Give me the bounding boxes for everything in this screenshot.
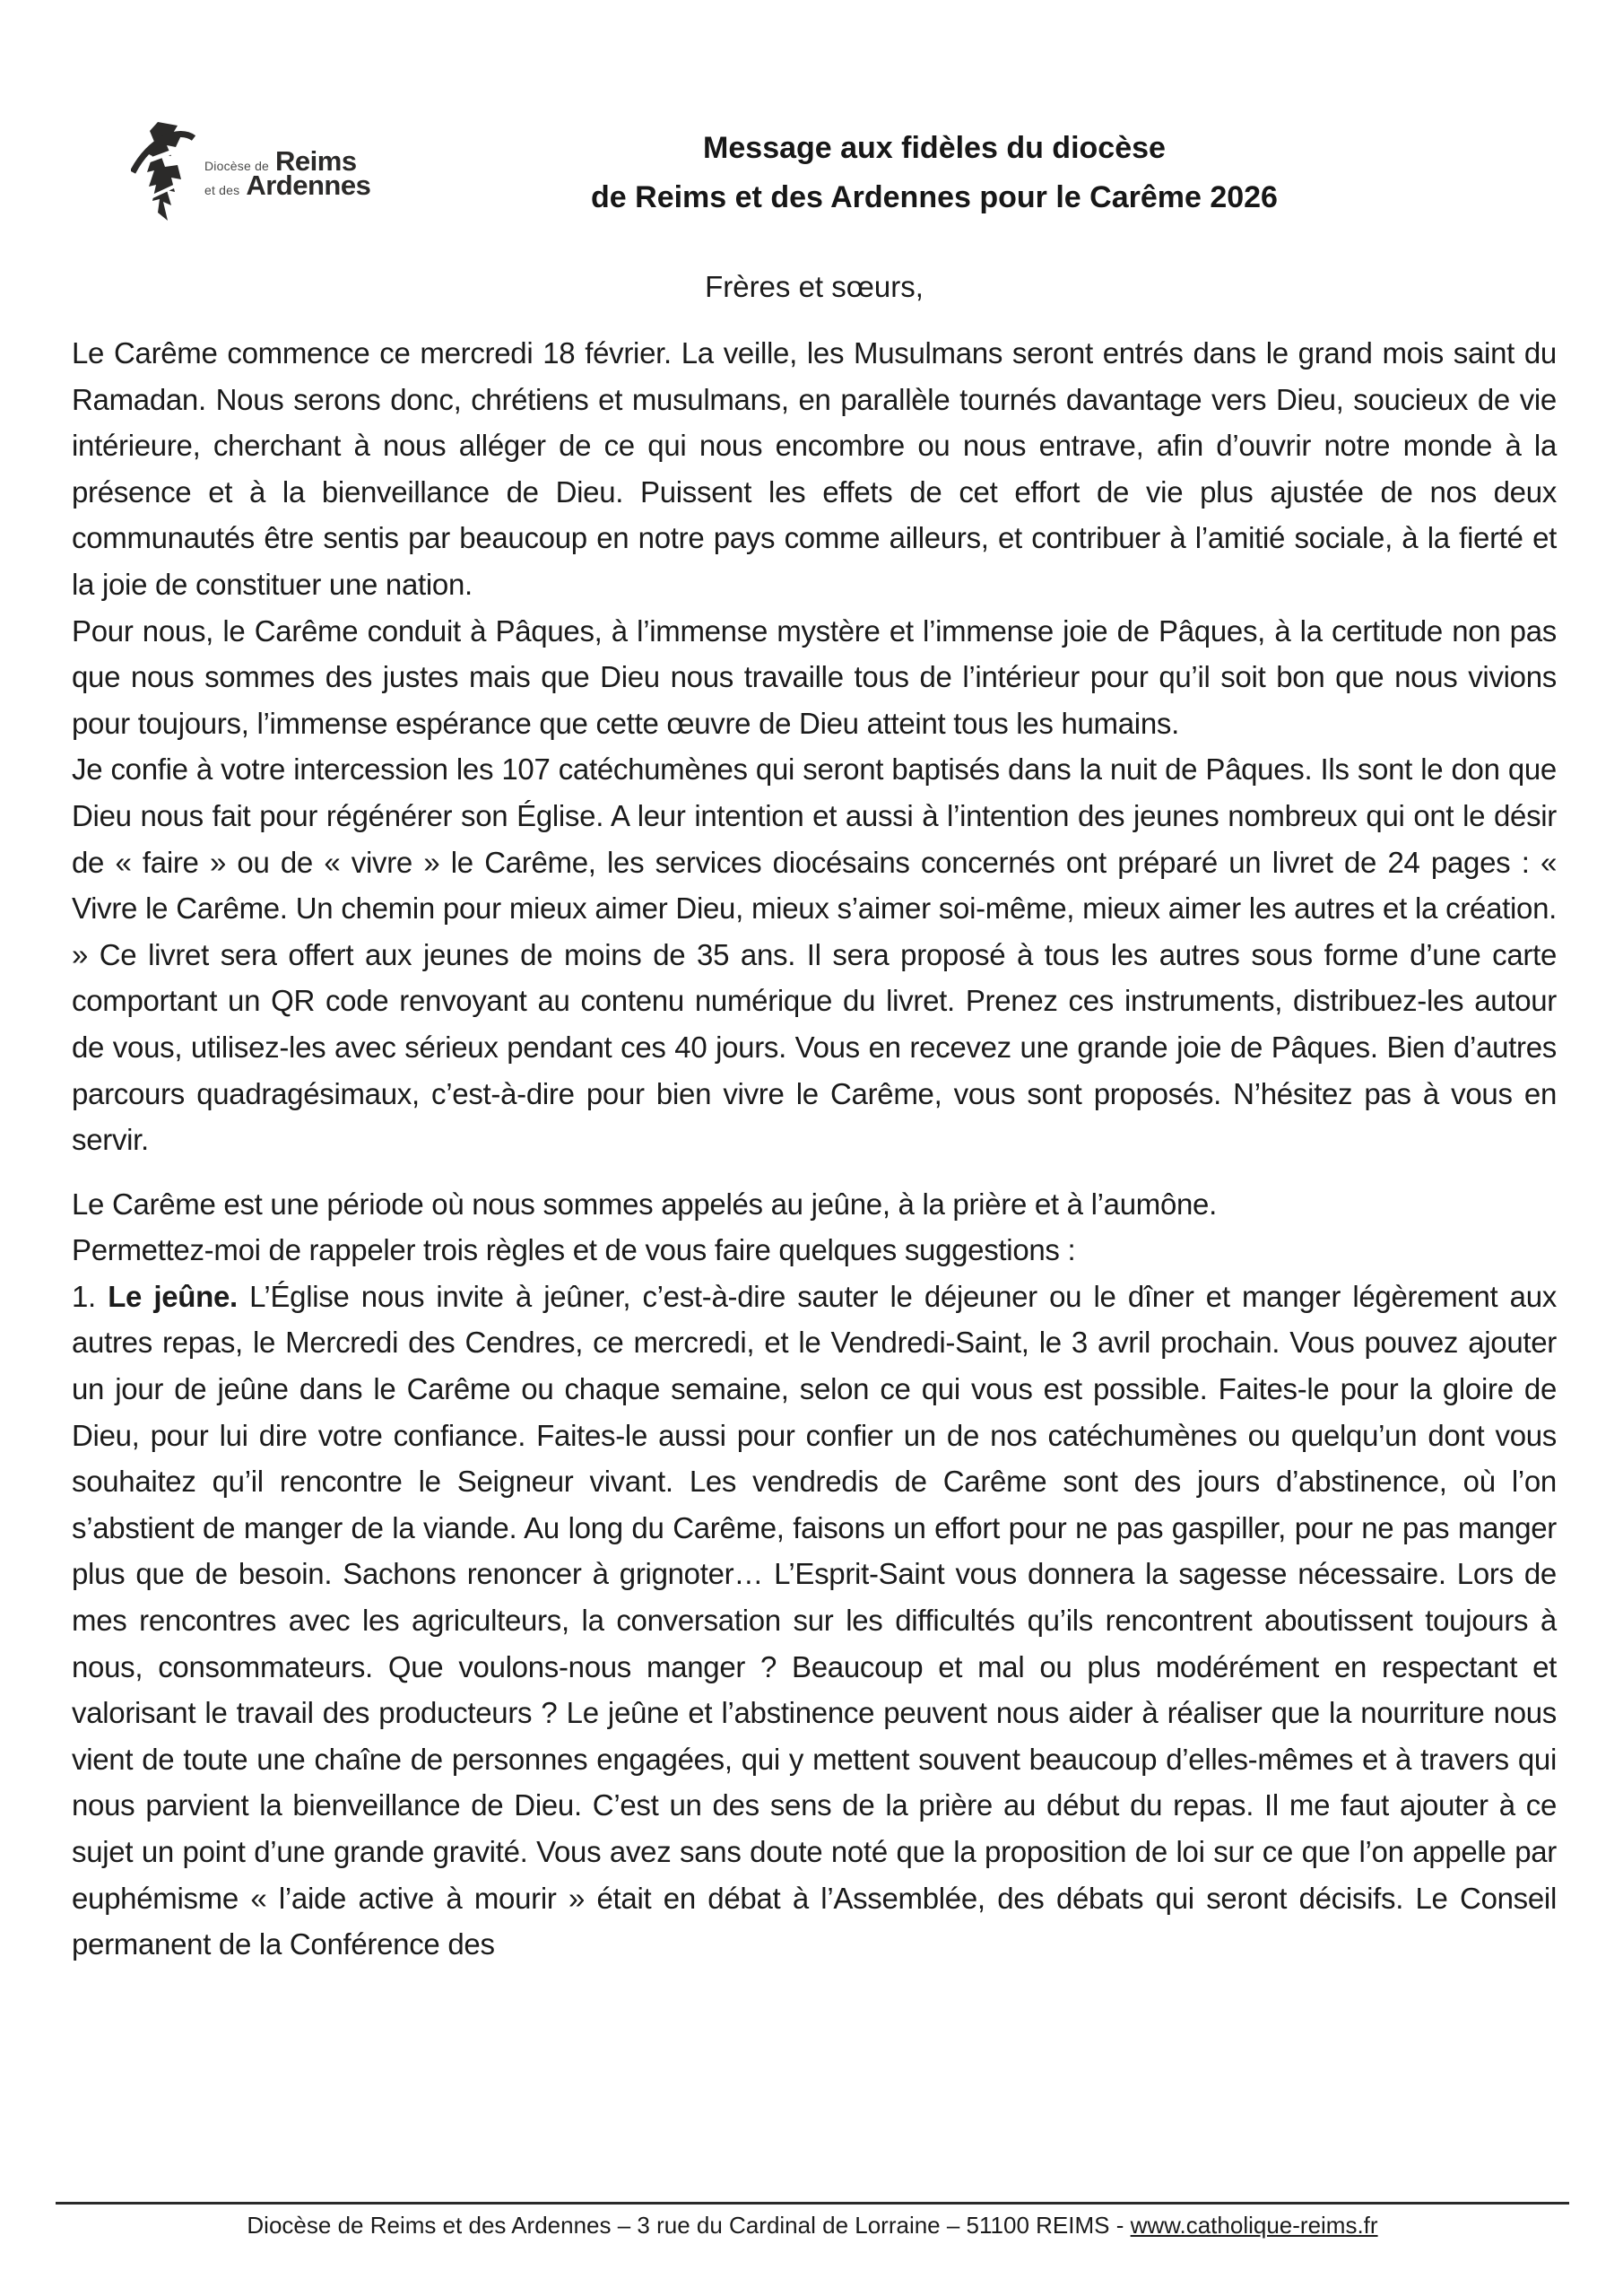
rule-number: 1. (72, 1279, 108, 1313)
paragraph-rule-fasting (72, 1274, 1557, 1968)
logo-row-bottom (204, 171, 370, 199)
paragraph-catechumens-booklet: Je confie à votre intercession les 107 catéchumènes qui seront baptisés dans la nuit de Pâques. Ils sont le don que Dieu nous fait pour régénérer son Église. A leur intention et aussi à l’intention des jeunes nombreux qui ont le désir de « faire » ou de « vivre » le Carême, les services diocésains concernés ont préparé un livret de 24 pages : « Vivre le Carême. Un chemin pour mieux aimer Dieu, mieux s’aimer soi-même, mieux aimer les autres et la création. » Ce livret sera offert aux jeunes de moins de 35 ans. Il sera proposé à tous les autres sous forme d’une carte comportant un QR code renvoyant au contenu numérique du livret. Prenez ces instruments, distribuez-les autour de vous, utilisez-les avec sérieux pendant ces 40 jours. Vous en recevez une grande joie de Pâques. Bien d’autres parcours quadragésimaux, c’est-à-dire pour bien vivre le Carême, vous sont proposés. N’hésitez pas à vous en servir. (72, 752, 1557, 1157)
diocese-logo-wordmark (204, 147, 370, 199)
page-title-line1: Message aux fidèles du diocèse (703, 131, 1166, 165)
diocese-logo (131, 120, 370, 226)
salutation: Frères et sœurs, (705, 270, 924, 303)
logo-big-bottom: Ardennes (246, 170, 371, 201)
paragraph-easter: Pour nous, le Carême conduit à Pâques, à l’immense mystère et l’immense joie de Pâques, à la certitude non pas que nous sommes des justes mais que Dieu nous travaille tous de l’intérieur pour qu’il soit bon que nous vivions pour toujours, l’immense espérance que cette œuvre de Dieu atteint tous les humains. (72, 613, 1557, 740)
footer-website-link[interactable]: www.catholique-reims.fr (1130, 2212, 1378, 2239)
rule-title: Le jeûne. (108, 1279, 238, 1313)
logo-small-bottom: et des (204, 183, 240, 197)
document-content (72, 0, 1557, 1968)
rule-body: L’Église nous invite à jeûner, c’est-à-dire sauter le déjeuner ou le dîner et manger légèrement aux autres repas, le Mercredi des Cendres, ce mercredi, et le Vendredi-Saint, le 3 avril prochain. Vous pouvez ajouter un jour de jeûne dans le Carême ou chaque semaine, selon ce qui vous est possible. Faites-le pour la gloire de Dieu, pour lui dire votre confiance. Faites-le aussi pour confier un de nos catéchumènes ou quelqu’un dont vous souhaitez qu’il rencontre le Seigneur vivant. Les vendredis de Carême sont des jours d’abstinence, où l’on s’abstient de manger de la viande. Au long du Carême, faisons un effort pour ne pas gaspiller, pour ne pas manger plus que de besoin. Sachons renoncer à grignoter… L’Esprit-Saint vous donnera la sagesse nécessaire. Lors de mes rencontres avec les agriculteurs, la conversation sur les difficultés qu’ils rencontrent aboutissent toujours à nous, consommateurs. Que voulons-nous manger ? Beaucoup et mal ou plus modérément en respectant et valorisant le travail des producteurs ? Le jeûne et l’abstinence peuvent nous aider à réaliser que la nourriture nous vient de toute une chaîne de personnes engagées, qui y mettent souvent beaucoup d’elles-mêmes et à travers qui nous parvient la bienveillance de Dieu. C’est un des sens de la prière au début du repas. Il me faut ajouter à ce sujet un point d’une grande gravité. Vous avez sans doute noté que la proposition de loi sur ce que l’on appelle par euphémisme « l’aide active à mourir » était en débat à l’Assemblée, des débats qui seront décisifs. Le Conseil permanent de la Conférence des (72, 1279, 1557, 1961)
diocese-map-icon (131, 120, 195, 226)
paragraph-lent-period: Le Carême est une période où nous sommes appelés au jeûne, à la prière et à l’aumône. (72, 1187, 1217, 1221)
page-footer (56, 2202, 1569, 2239)
letter-body (72, 330, 1557, 1968)
footer-address: Diocèse de Reims et des Ardennes – 3 rue du Cardinal de Lorraine – 51100 REIMS - (247, 2212, 1131, 2239)
paragraph-three-rules-intro: Permettez-moi de rappeler trois règles et de vous faire quelques suggestions : (72, 1233, 1076, 1267)
paragraph-lent-begins: Le Carême commence ce mercredi 18 février. La veille, les Musulmans seront entrés dans le grand mois saint du Ramadan. Nous serons donc, chrétiens et musulmans, en parallèle tournés davantage vers Dieu, soucieux de vie intérieure, cherchant à nous alléger de ce qui nous encombre ou nous entrave, afin d’ouvrir notre monde à la présence et à la bienveillance de Dieu. Puissent les effets de cet effort de vie plus ajustée de nos deux communautés être sentis par beaucoup en notre pays comme ailleurs, et contribuer à l’amitié sociale, à la fierté et la joie de constituer une nation. (72, 336, 1557, 601)
logo-big-top: Reims (275, 145, 357, 177)
logo-small-top: Diocèse de (204, 159, 270, 173)
page-title-line2: de Reims et des Ardennes pour le Carême 2026 (591, 180, 1278, 214)
page-title (312, 124, 1557, 222)
